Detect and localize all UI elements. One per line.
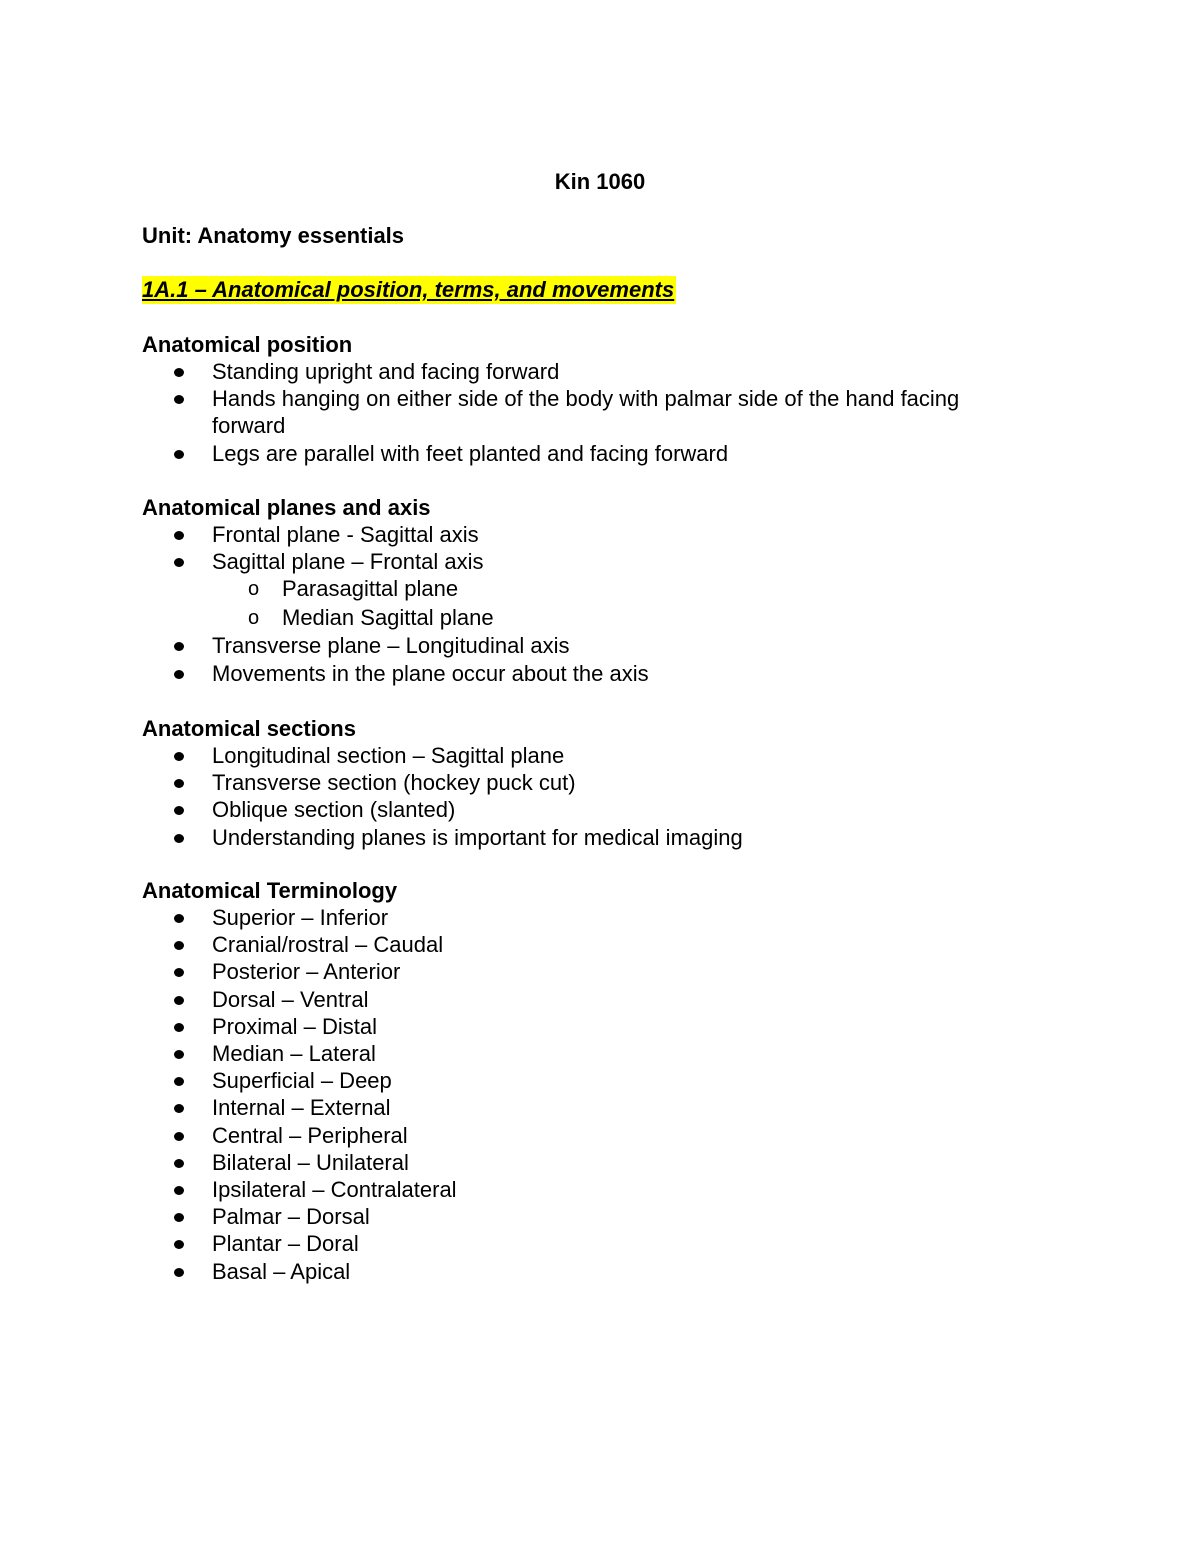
- list-item: Cranial/rostral – Caudal: [142, 931, 1042, 958]
- bullet-icon: [174, 1132, 184, 1141]
- bullet-icon: [174, 1213, 184, 1222]
- sub-list-item: o Median Sagittal plane: [142, 604, 1042, 633]
- bullet-icon: [174, 670, 184, 679]
- bullet-icon: [174, 752, 184, 761]
- bullet-icon: [174, 531, 184, 540]
- list-item: Legs are parallel with feet planted and facing forward: [142, 440, 1042, 467]
- bullet-icon: [174, 1240, 184, 1249]
- bullet-icon: [174, 834, 184, 843]
- bullet-icon: [174, 806, 184, 815]
- list-item: Superficial – Deep: [142, 1067, 1042, 1094]
- list-item: Central – Peripheral: [142, 1122, 1042, 1149]
- list-item: Superior – Inferior: [142, 904, 1042, 931]
- list-item: Frontal plane - Sagittal axis: [142, 521, 1042, 548]
- bullet-icon: [174, 1023, 184, 1032]
- section-heading: Anatomical position: [142, 332, 353, 357]
- list-item: Posterior – Anterior: [142, 958, 1042, 985]
- bullet-icon: [174, 914, 184, 923]
- list-item: Sagittal plane – Frontal axis: [142, 548, 1042, 575]
- list-item: Plantar – Doral: [142, 1230, 1042, 1257]
- list-item: Transverse plane – Longitudinal axis: [142, 632, 1042, 659]
- bullet-icon: [174, 1077, 184, 1086]
- section-heading: Anatomical sections: [142, 716, 356, 741]
- section-anatomical-terminology: [142, 877, 1042, 1285]
- bullet-icon: [174, 996, 184, 1005]
- list-item: Dorsal – Ventral: [142, 986, 1042, 1013]
- bullet-list: [142, 742, 1042, 851]
- section-title-highlighted: 1A.1 – Anatomical position, terms, and movements: [142, 277, 675, 302]
- bullet-icon: [174, 968, 184, 977]
- list-item: Bilateral – Unilateral: [142, 1149, 1042, 1176]
- circle-bullet-icon: o: [248, 578, 260, 601]
- bullet-list: [142, 358, 1042, 467]
- unit-heading: Unit: Anatomy essentials: [142, 223, 405, 248]
- list-item: Hands hanging on either side of the body with palmar side of the hand facing forward: [142, 385, 1042, 439]
- section-anatomical-sections: [142, 715, 1042, 851]
- bullet-icon: [174, 395, 184, 404]
- list-item: Palmar – Dorsal: [142, 1203, 1042, 1230]
- list-item: Movements in the plane occur about the axis: [142, 660, 1042, 687]
- bullet-list: [142, 521, 1042, 575]
- bullet-icon: [174, 1268, 184, 1277]
- list-item: Ipsilateral – Contralateral: [142, 1176, 1042, 1203]
- bullet-icon: [174, 1186, 184, 1195]
- list-item: Basal – Apical: [142, 1258, 1042, 1285]
- bullet-icon: [174, 1159, 184, 1168]
- sub-bullet-list: [142, 575, 1042, 632]
- document-title: Kin 1060: [554, 169, 646, 194]
- list-item: Median – Lateral: [142, 1040, 1042, 1067]
- bullet-list: [142, 904, 1042, 1285]
- bullet-icon: [174, 941, 184, 950]
- list-item: Longitudinal section – Sagittal plane: [142, 742, 1042, 769]
- bullet-icon: [174, 1050, 184, 1059]
- bullet-icon: [174, 779, 184, 788]
- section-heading: Anatomical Terminology: [142, 878, 398, 903]
- list-item: Oblique section (slanted): [142, 796, 1042, 823]
- bullet-list: [142, 632, 1042, 686]
- circle-bullet-icon: o: [248, 606, 260, 629]
- list-item: Standing upright and facing forward: [142, 358, 1042, 385]
- section-heading: Anatomical planes and axis: [142, 495, 431, 520]
- sub-list-item: o Parasagittal plane: [142, 575, 1042, 604]
- bullet-icon: [174, 1104, 184, 1113]
- list-item: Understanding planes is important for medical imaging: [142, 824, 1042, 851]
- bullet-icon: [174, 368, 184, 377]
- list-item: Transverse section (hockey puck cut): [142, 769, 1042, 796]
- bullet-icon: [174, 450, 184, 459]
- bullet-icon: [174, 558, 184, 567]
- bullet-icon: [174, 642, 184, 651]
- section-anatomical-planes: [142, 494, 1042, 687]
- section-anatomical-position: [142, 331, 1042, 467]
- list-item: Proximal – Distal: [142, 1013, 1042, 1040]
- list-item: Internal – External: [142, 1094, 1042, 1121]
